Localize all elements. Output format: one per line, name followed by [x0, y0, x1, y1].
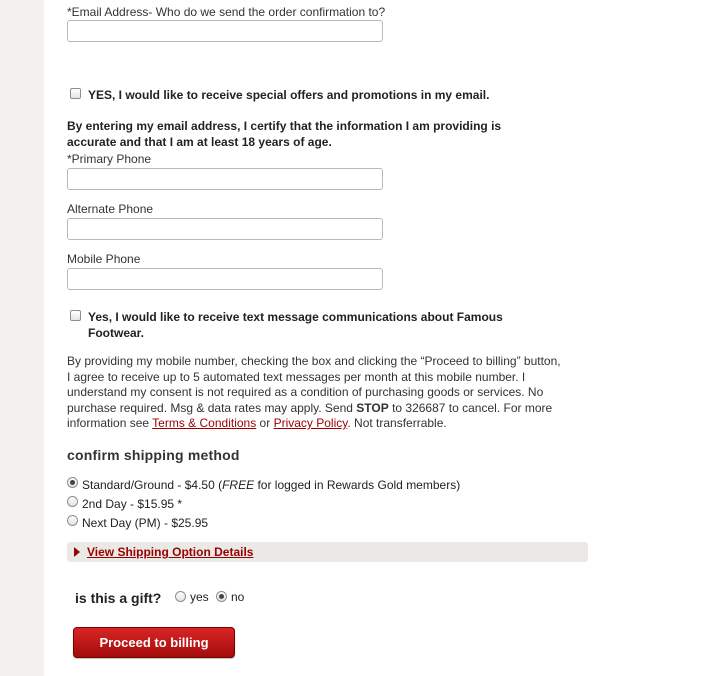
gift-radio-yes[interactable]	[175, 591, 186, 602]
gift-no-label: no	[231, 590, 245, 604]
certify-text: By entering my email address, I certify that the information I am providing is accurate and that I am at least 18 years of age.	[67, 119, 502, 149]
alternate-phone-field[interactable]	[67, 218, 383, 240]
shipping-option-standard-note: for logged in Rewards Gold members)	[254, 478, 461, 492]
consent-text-part2: to 326687 to cancel. For more information see	[67, 400, 553, 430]
consent-or-text: or	[256, 416, 274, 430]
shipping-heading: confirm shipping method	[67, 447, 240, 463]
consent-text-part3: . Not transferrable.	[347, 416, 447, 430]
mobile-phone-field[interactable]	[67, 268, 383, 290]
email-label: *Email Address- Who do we send the order confirmation to?	[67, 5, 386, 19]
proceed-to-billing-button[interactable]: Proceed to billing	[73, 627, 235, 658]
sms-consent-text	[67, 354, 562, 432]
shipping-option-standard	[82, 478, 460, 492]
privacy-policy-link[interactable]: Privacy Policy	[273, 416, 348, 430]
promo-checkbox-label: YES, I would like to receive special offers and promotions in my email.	[88, 88, 490, 102]
shipping-option-next-day: Next Day (PM) - $25.95	[82, 516, 209, 530]
caret-right-icon	[74, 547, 80, 557]
gift-question: is this a gift?	[75, 590, 162, 606]
promo-checkbox[interactable]	[70, 88, 81, 99]
email-field[interactable]	[67, 20, 383, 42]
primary-phone-field[interactable]	[67, 168, 383, 190]
terms-conditions-link[interactable]: Terms & Conditions	[152, 416, 257, 430]
shipping-details-bar[interactable]	[67, 542, 588, 562]
shipping-radio-standard[interactable]	[67, 477, 78, 488]
sms-checkbox[interactable]	[70, 310, 81, 321]
gift-yes-label: yes	[190, 590, 209, 604]
alternate-phone-label: Alternate Phone	[67, 202, 154, 216]
shipping-radio-next-day[interactable]	[67, 515, 78, 526]
mobile-phone-label: Mobile Phone	[67, 252, 141, 266]
primary-phone-label: *Primary Phone	[67, 152, 152, 166]
shipping-radio-2nd-day[interactable]	[67, 496, 78, 507]
shipping-option-standard-text: Standard/Ground - $4.50 (	[82, 478, 223, 492]
stop-keyword: STOP	[356, 400, 389, 415]
consent-text-part1: By providing my mobile number, checking the box and clicking the “Proceed to billing” button, I agree to receive up to 5 automated text messages per month at this mobile number. I understand my consent is not required as a condition of purchasing goods or services. No purchase required. Msg & data rates may apply. Send	[67, 354, 561, 415]
view-shipping-details-link[interactable]: View Shipping Option Details	[87, 545, 254, 559]
free-emphasis: FREE	[222, 478, 255, 492]
shipping-option-2nd-day: 2nd Day - $15.95 *	[82, 497, 183, 511]
sms-checkbox-label: Yes, I would like to receive text message communications about Famous Footwear.	[88, 310, 503, 340]
gift-radio-no[interactable]	[216, 591, 227, 602]
